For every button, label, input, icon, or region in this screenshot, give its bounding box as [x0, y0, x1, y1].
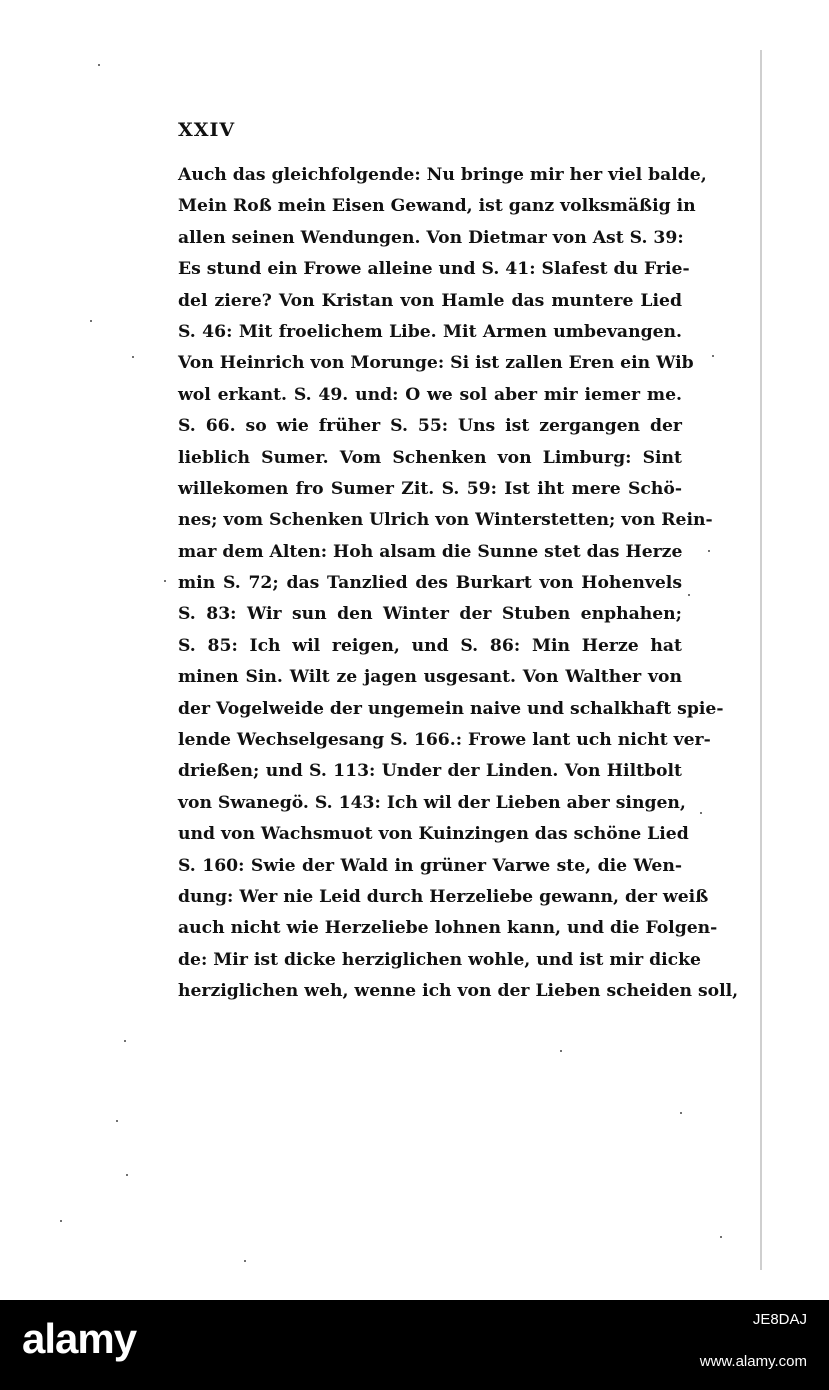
text-line: Mein Roß mein Eisen Gewand, ist ganz volksmäßig in: [178, 196, 696, 217]
text-line: auch nicht wie Herzeliebe lohnen kann, und die Folgen-: [178, 918, 718, 939]
text-line: von Swanegö. S. 143: Ich wil der Lieben aber singen,: [178, 792, 686, 813]
scan-speck: [700, 812, 702, 814]
scan-speck: [244, 1260, 246, 1262]
scan-speck: [126, 1174, 128, 1176]
alamy-logo: alamy: [22, 1315, 137, 1362]
text-line: minen Sin. Wilt ze jagen usgesant. Von Walther von: [178, 667, 682, 688]
scan-speck: [90, 320, 92, 322]
text-line: mar dem Alten: Hoh alsam die Sunne stet das Herze: [178, 541, 683, 562]
scan-speck: [720, 1236, 722, 1238]
page-number: XXIV: [178, 119, 236, 141]
scan-speck: [688, 594, 690, 596]
watermark-banner: [0, 1300, 829, 1390]
text-line: Auch das gleichfolgende: Nu bringe mir her viel balde,: [178, 165, 707, 185]
text-line: S. 85: Ich wil reigen, und S. 86: Min Herze hat: [178, 635, 682, 656]
scan-speck: [116, 1120, 118, 1122]
text-line: und von Wachsmuot von Kuinzingen das schöne Lied: [178, 824, 689, 845]
text-line: S. 160: Swie der Wald in grüner Varwe ste, die Wen-: [178, 855, 682, 876]
text-line: del ziere? Von Kristan von Hamle das muntere Lied: [178, 290, 682, 311]
scan-speck: [712, 355, 714, 357]
text-line: Es stund ein Frowe alleine und S. 41: Slafest du Frie-: [178, 259, 690, 280]
page-edge-shadow: [760, 50, 762, 1270]
scan-speck: [98, 64, 100, 66]
body-text: [178, 160, 739, 1008]
image-id: JE8DAJ: [752, 1311, 807, 1328]
text-line: de: Mir ist dicke herziglichen wohle, und ist mir dicke: [178, 949, 701, 970]
scan-speck: [60, 1220, 62, 1222]
text-line: der Vogelweide der ungemein naive und schalkhaft spie-: [178, 698, 724, 719]
text-line: lende Wechselgesang S. 166.: Frowe lant uch nicht ver-: [178, 730, 711, 751]
scan-speck: [164, 580, 166, 582]
text-line: willekomen fro Sumer Zit. S. 59: Ist iht mere Schö-: [178, 478, 682, 499]
text-line: nes; vom Schenken Ulrich von Winterstetten; von Rein-: [178, 510, 713, 531]
scan-speck: [560, 1050, 562, 1052]
text-line: S. 46: Mit froelichem Libe. Mit Armen umbevangen.: [178, 321, 682, 342]
text-line: lieblich Sumer. Vom Schenken von Limburg: Sint: [178, 447, 682, 468]
text-line: wol erkant. S. 49. und: O we sol aber mir iemer me.: [178, 384, 682, 405]
text-line: herziglichen weh, wenne ich von der Lieben scheiden soll,: [178, 981, 739, 1002]
text-line: Von Heinrich von Morunge: Si ist zallen Eren ein Wib: [178, 353, 694, 374]
text-line: allen seinen Wendungen. Von Dietmar von Ast S. 39:: [178, 227, 684, 248]
text-line: drießen; und S. 113: Under der Linden. Von Hiltbolt: [178, 761, 682, 782]
text-line: min S. 72; das Tanzlied des Burkart von Hohenvels: [178, 573, 682, 594]
scan-speck: [132, 356, 134, 358]
text-line: S. 66. so wie früher S. 55: Uns ist zergangen der: [178, 416, 682, 437]
site-url: www.alamy.com: [699, 1353, 807, 1370]
scan-speck: [124, 1040, 126, 1042]
text-line: S. 83: Wir sun den Winter der Stuben enphahen;: [178, 604, 682, 625]
scan-speck: [708, 550, 710, 552]
scan-speck: [680, 1112, 682, 1114]
text-line: dung: Wer nie Leid durch Herzeliebe gewann, der weiß: [178, 886, 709, 907]
